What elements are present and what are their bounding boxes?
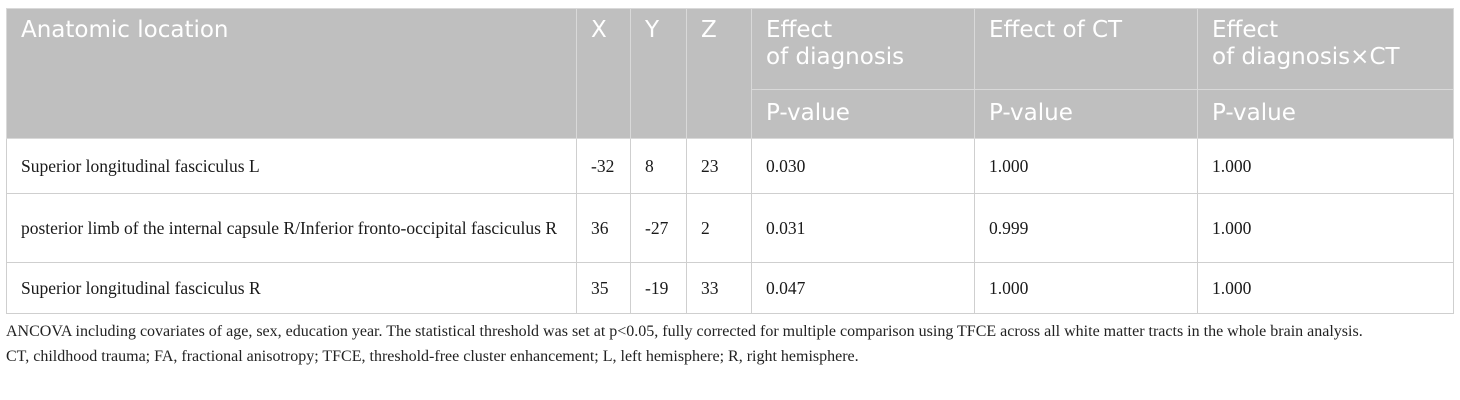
cell-location: Superior longitudinal fasciculus L (7, 139, 577, 194)
header-pvalue-interaction: P-value (1198, 90, 1454, 139)
table-row (7, 139, 1454, 194)
cell-y: 8 (631, 139, 687, 194)
cell-z: 23 (687, 139, 752, 194)
cell-p-interaction: 1.000 (1198, 139, 1454, 194)
cell-p-ct: 1.000 (975, 139, 1198, 194)
header-z: Z (687, 9, 752, 139)
cell-location: Superior longitudinal fasciculus R (7, 263, 577, 314)
results-table-container (6, 8, 1453, 367)
cell-p-diagnosis: 0.031 (752, 194, 975, 263)
header-x: X (577, 9, 631, 139)
results-table (6, 8, 1454, 314)
cell-x: 35 (577, 263, 631, 314)
cell-y: -19 (631, 263, 687, 314)
footnote-statistics: ANCOVA including covariates of age, sex, education year. The statistical threshold was set at p<0.05, fully corrected for multiple comparison using TFCE across all white matter tracts in the whole brain analysis. (6, 323, 1363, 340)
header-anatomic-location: Anatomic location (7, 9, 577, 139)
cell-p-diagnosis: 0.030 (752, 139, 975, 194)
footnote-abbreviations: CT, childhood trauma; FA, fractional anisotropy; TFCE, threshold-free cluster enhancement; L, left hemisphere; R, right hemisphere. (6, 348, 859, 365)
cell-p-interaction: 1.000 (1198, 194, 1454, 263)
cell-z: 2 (687, 194, 752, 263)
cell-p-interaction: 1.000 (1198, 263, 1454, 314)
header-effect-ct: Effect of CT (975, 9, 1198, 90)
cell-x: -32 (577, 139, 631, 194)
table-footnotes (6, 322, 1453, 367)
header-effect-interaction: Effect of diagnosis×CT (1198, 9, 1454, 90)
header-pvalue-ct: P-value (975, 90, 1198, 139)
cell-y: -27 (631, 194, 687, 263)
cell-p-diagnosis: 0.047 (752, 263, 975, 314)
cell-location: posterior limb of the internal capsule R/Inferior fronto-occipital fasciculus R (7, 194, 577, 263)
table-row (7, 194, 1454, 263)
table-row (7, 263, 1454, 314)
header-pvalue-diagnosis: P-value (752, 90, 975, 139)
cell-z: 33 (687, 263, 752, 314)
cell-p-ct: 0.999 (975, 194, 1198, 263)
header-y: Y (631, 9, 687, 139)
cell-x: 36 (577, 194, 631, 263)
header-effect-diagnosis: Effect of diagnosis (752, 9, 975, 90)
cell-p-ct: 1.000 (975, 263, 1198, 314)
